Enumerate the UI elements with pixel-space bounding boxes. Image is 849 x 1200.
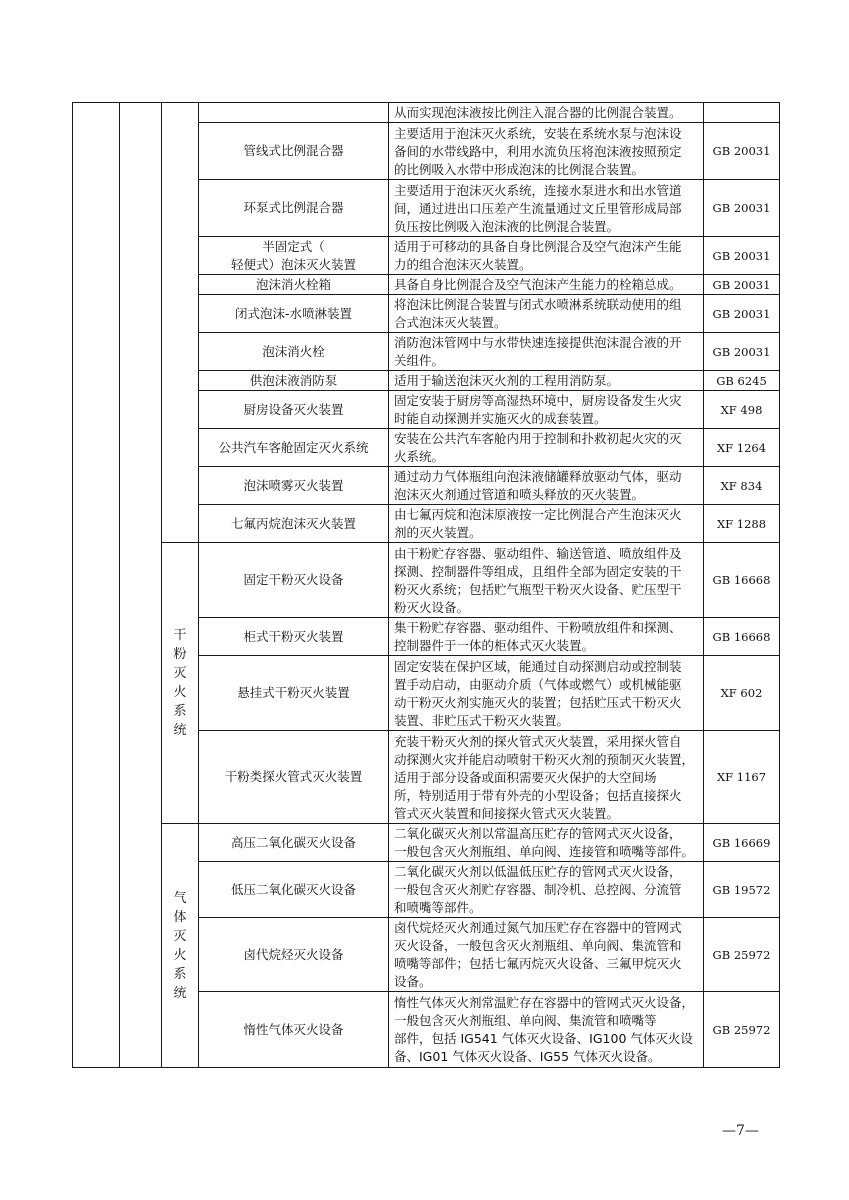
product-name: 七氟丙烷泡沫灭火装置 — [199, 505, 389, 543]
product-name: 泡沫消火栓 — [199, 333, 389, 371]
product-description: 固定安装于厨房等高湿热环境中，厨房设备发生火灾 时能自动探测并实施灭火的成套装置。 — [389, 391, 704, 429]
product-name: 干粉类探火管式灭火装置 — [199, 731, 389, 824]
category-cell — [162, 824, 199, 1068]
product-name: 管线式比例混合器 — [199, 123, 389, 180]
product-description: 安装在公共汽车客舱内用于控制和扑救初起火灾的灭 火系统。 — [389, 429, 704, 467]
product-name: 半固定式（ 轻便式）泡沫灭火装置 — [199, 237, 389, 275]
category-label: 干 粉 灭 火 系 统 — [173, 628, 187, 738]
standard-code: GB 20031 — [704, 333, 780, 371]
category-label: 气 体 灭 火 系 统 — [173, 890, 187, 1001]
product-name: 闭式泡沫-水喷淋装置 — [199, 295, 389, 333]
product-name: 低压二氧化碳灭火设备 — [199, 862, 389, 918]
product-name — [199, 103, 389, 123]
product-name: 供泡沫液消防泵 — [199, 371, 389, 391]
product-name: 卤代烷烃灭火设备 — [199, 918, 389, 992]
product-description: 二氧化碳灭火剂以常温高压贮存的管网式灭火设备， 一般包含灭火剂瓶组、单向阀、连接管和喷嘴等部件。 — [389, 824, 704, 862]
product-description: 卤代烷烃灭火剂通过氮气加压贮存在容器中的管网式 灭火设备，一般包含灭火剂瓶组、单向阀、集流管和 喷嘴等部件；包括七氟丙烷灭火设备、三氟甲烷灭火 设备。 — [389, 918, 704, 992]
standard-code: XF 834 — [704, 467, 780, 505]
product-name: 厨房设备灭火装置 — [199, 391, 389, 429]
equipment-standards-table — [72, 102, 780, 1068]
standard-code: XF 498 — [704, 391, 780, 429]
product-description: 惰性气体灭火剂常温贮存在容器中的管网式灭火设备， 一般包含灭火剂瓶组、单向阀、集流管和喷嘴等 部件，包括 IG541 气体灭火设备、IG100 气体灭火设 备、IG01 气体灭火设备、IG55 气体灭火设备。 — [389, 992, 704, 1068]
table-row — [73, 824, 780, 862]
product-description: 由七氟丙烷和泡沫原液按一定比例混合产生泡沫灭火 剂的灭火装置。 — [389, 505, 704, 543]
product-description: 充装干粉灭火剂的探火管式灭火装置，采用探火管自 动探测火灾并能启动喷射干粉灭火剂的预制灭火装置， 适用于部分设备或面积需要灭火保护的大空间场 所，特别适用于带有外壳的小型设备；包括直接探火 管式灭火装置和间接探火管式灭火装置。 — [389, 731, 704, 824]
product-name: 高压二氧化碳灭火设备 — [199, 824, 389, 862]
standard-code — [704, 103, 780, 123]
product-description: 适用于可移动的具备自身比例混合及空气泡沫产生能 力的组合泡沫灭火装置。 — [389, 237, 704, 275]
product-name: 柜式干粉灭火装置 — [199, 618, 389, 656]
product-description: 通过动力气体瓶组向泡沫液储罐释放驱动气体，驱动 泡沫灭火剂通过管道和喷头释放的灭火装置。 — [389, 467, 704, 505]
standard-code: XF 602 — [704, 656, 780, 731]
product-description: 消防泡沫管网中与水带快速连接提供泡沫混合液的开 关组件。 — [389, 333, 704, 371]
product-description: 由干粉贮存容器、驱动组件、输送管道、喷放组件及 探测、控制器件等组成，且组件全部为固定安装的干 粉灭火系统；包括贮气瓶型干粉灭火设备、贮压型干 粉灭火设备。 — [389, 543, 704, 618]
table-row — [73, 103, 780, 123]
outer-col-1 — [73, 103, 120, 1068]
product-description: 二氧化碳灭火剂以低温低压贮存的管网式灭火设备， 一般包含灭火剂贮存容器、制冷机、总控阀、分流管 和喷嘴等部件。 — [389, 862, 704, 918]
product-name: 惰性气体灭火设备 — [199, 992, 389, 1068]
category-cell — [162, 543, 199, 824]
page-number: —7— — [722, 1123, 759, 1139]
standard-code: XF 1264 — [704, 429, 780, 467]
standard-code: GB 25972 — [704, 992, 780, 1068]
product-description: 主要适用于泡沫灭火系统，连接水泵进水和出水管道 间，通过进出口压差产生流量通过文丘里管形成局部 负压按比例吸入泡沫液的比例混合装置。 — [389, 180, 704, 237]
product-description: 固定安装在保护区域，能通过自动探测启动或控制装 置手动启动，由驱动介质（气体或燃气）或机械能驱 动干粉灭火剂实施灭火的装置；包括贮压式干粉灭火 装置、非贮压式干粉灭火装置。 — [389, 656, 704, 731]
standard-code: GB 20031 — [704, 180, 780, 237]
standard-code: XF 1167 — [704, 731, 780, 824]
standard-code: GB 25972 — [704, 918, 780, 992]
product-name: 泡沫消火栓箱 — [199, 275, 389, 295]
product-description: 适用于输送泡沫灭火剂的工程用消防泵。 — [389, 371, 704, 391]
standard-code: XF 1288 — [704, 505, 780, 543]
standard-code: GB 20031 — [704, 237, 780, 275]
standard-code: GB 16669 — [704, 824, 780, 862]
product-name: 公共汽车客舱固定灭火系统 — [199, 429, 389, 467]
standard-code: GB 20031 — [704, 275, 780, 295]
product-description: 集干粉贮存容器、驱动组件、干粉喷放组件和探测、 控制器件于一体的柜体式灭火装置。 — [389, 618, 704, 656]
product-description: 主要适用于泡沫灭火系统，安装在系统水泵与泡沫设 备间的水带线路中，利用水流负压将泡沫液按照预定 的比例吸入水带中形成泡沫的比例混合装置。 — [389, 123, 704, 180]
outer-col-2 — [120, 103, 162, 1068]
standard-code: GB 20031 — [704, 295, 780, 333]
product-name: 泡沫喷雾灭火装置 — [199, 467, 389, 505]
product-name: 固定干粉灭火设备 — [199, 543, 389, 618]
product-name: 悬挂式干粉灭火装置 — [199, 656, 389, 731]
category-cell — [162, 103, 199, 543]
product-description: 从而实现泡沫液按比例注入混合器的比例混合装置。 — [389, 103, 704, 123]
product-description: 具备自身比例混合及空气泡沫产生能力的栓箱总成。 — [389, 275, 704, 295]
product-description: 将泡沫比例混合装置与闭式水喷淋系统联动使用的组 合式泡沫灭火装置。 — [389, 295, 704, 333]
standard-code: GB 20031 — [704, 123, 780, 180]
product-name: 环泵式比例混合器 — [199, 180, 389, 237]
standard-code: GB 6245 — [704, 371, 780, 391]
standard-code: GB 16668 — [704, 618, 780, 656]
table-row — [73, 543, 780, 618]
standard-code: GB 16668 — [704, 543, 780, 618]
standard-code: GB 19572 — [704, 862, 780, 918]
